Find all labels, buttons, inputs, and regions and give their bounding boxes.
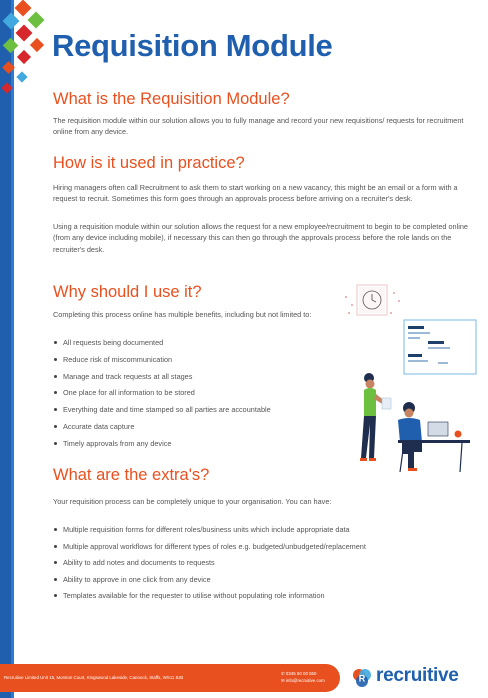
list-item: Accurate data capture [53,422,271,439]
office-workers-illustration [330,282,480,482]
footer-email: ✉ info@recruitive.com [281,678,325,683]
footer-phone: ✆ 0345 60 00 550 [281,671,317,676]
section-body-how-1: Hiring managers often call Recruitment to ask them to start working on a new vacancy, this might be an email or a form with a request to recruit. Sometimes this form goes through an approvals process before arriving on a recruiter's desk. [53,183,458,204]
section-intro-extras: Your requisition process can be completely unique to your organisation. You can have: [53,497,332,506]
footer-address: Recruitive Limited Unit 15, Morston Court, Kingswood Lakeside, Cannock, Staffs, WS11 8JB [4,675,184,680]
brand-name: recruitive [376,665,459,686]
footer-email-address: info@recruitive.com [285,678,325,683]
list-item: Everything date and time stamped so all parties are accountable [53,405,271,422]
section-heading-why: Why should I use it? [53,283,202,301]
list-item: Multiple requisition forms for different roles/business units which include appropriate data [53,525,366,542]
svg-text:R: R [358,673,366,684]
section-intro-why: Completing this process online has multiple benefits, including but not limited to: [53,310,312,319]
list-item: All requests being documented [53,338,271,355]
list-item: Timely approvals from any device [53,439,271,456]
diamond-logo-icon [0,0,60,110]
list-item: Ability to add notes and documents to requests [53,558,366,575]
list-item: Reduce risk of miscommunication [53,355,271,372]
section-heading-how: How is it used in practice? [53,154,245,172]
footer-phone-number: 0345 60 00 550 [285,671,317,676]
list-item: One place for all information to be stored [53,388,271,405]
list-item: Templates available for the requester to utilise without populating role information [53,591,366,608]
recruitive-logo-icon [350,666,374,690]
section-heading-what: What is the Requisition Module? [53,90,290,108]
list-item: Ability to approve in one click from any device [53,575,366,592]
list-item: Manage and track requests at all stages [53,372,271,389]
section-heading-extras: What are the extra's? [53,466,210,484]
section-body-what: The requisition module within our solution allows you to fully manage and record your new requisitions/ requests for recruitment online from any device. [53,116,464,137]
benefits-list [53,338,271,456]
list-item: Multiple approval workflows for different types of roles e.g. budgeted/unbudgeted/replacement [53,542,366,559]
page-title: Requisition Module [52,28,333,63]
extras-list [53,525,366,608]
section-body-how-2: Using a requisition module within our solution allows the request for a new employee/recruitment to begin to be completed online (from any device including mobile), if necessary this can then go through the approvals process before the role lands on the recruiter's desk. [53,222,468,254]
